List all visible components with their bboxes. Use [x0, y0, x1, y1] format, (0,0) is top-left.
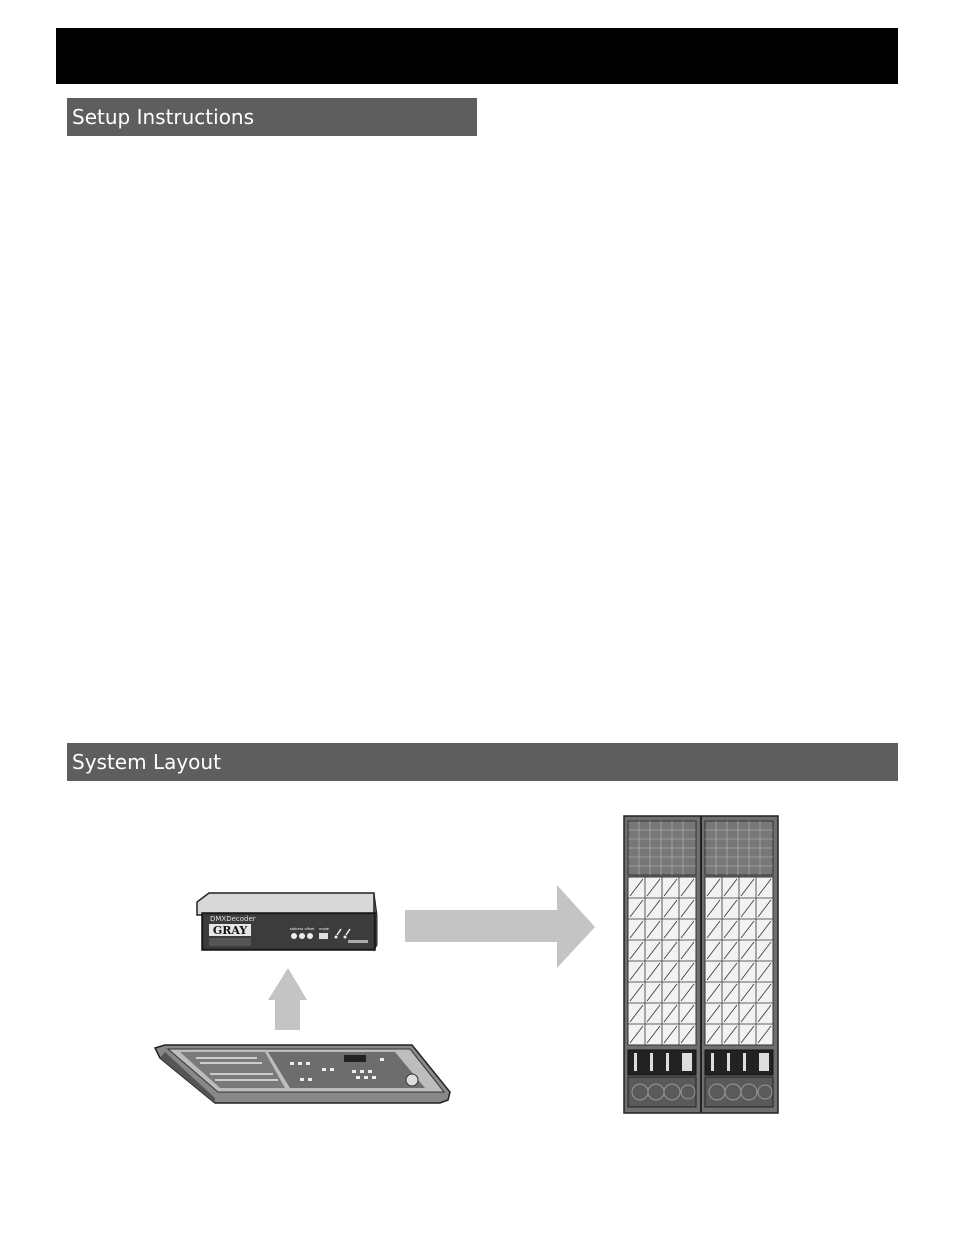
section-header-setup-instructions: Setup Instructions [67, 98, 477, 136]
dmx-decoder-illustration [197, 893, 377, 950]
decoder-mode-label: mode [319, 927, 329, 931]
decoder-model-label: DMXDecoder [210, 915, 256, 923]
decoder-dial-2 [299, 933, 305, 939]
decoder-dial-3 [307, 933, 313, 939]
decoder-address-label: address offset [289, 927, 315, 931]
console-trackball [406, 1074, 418, 1086]
arrow-up-console-to-decoder [268, 968, 307, 1030]
dimmer-rack-illustration [624, 816, 778, 1113]
console-display [344, 1055, 366, 1062]
arrow-right-decoder-to-rack [405, 885, 595, 968]
decoder-mode-switch [319, 933, 328, 939]
decoder-dial-1 [291, 933, 297, 939]
decoder-brand-logo: GRAY [212, 924, 248, 937]
section-header-system-layout: System Layout [67, 743, 898, 781]
lighting-console-illustration [155, 1045, 450, 1103]
